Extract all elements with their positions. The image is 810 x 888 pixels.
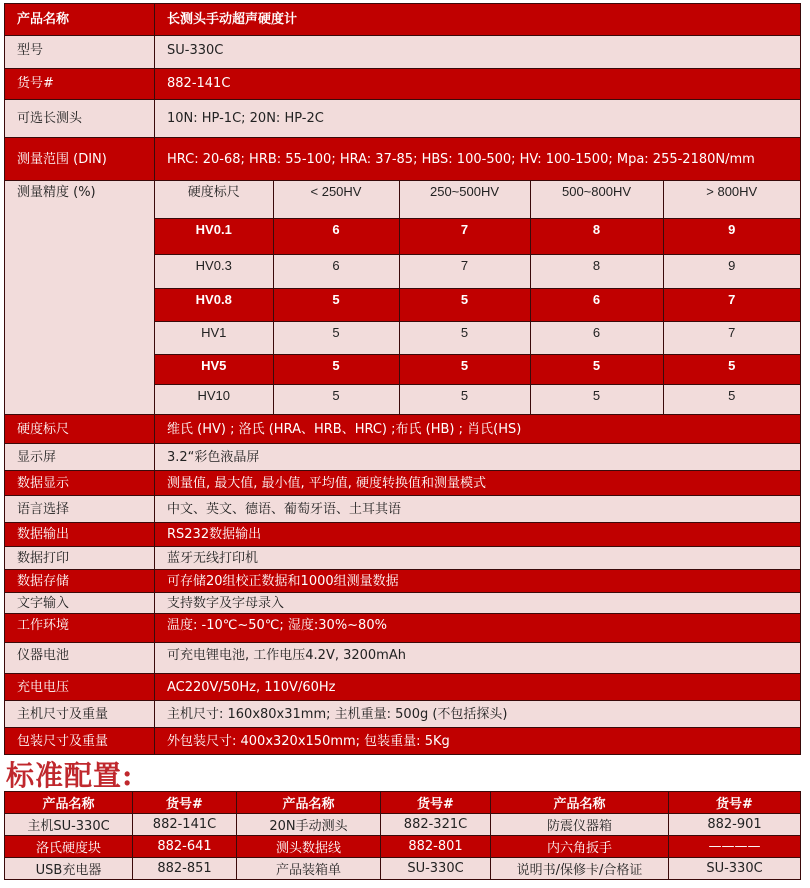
spec-label: 硬度标尺	[5, 415, 155, 444]
accuracy-scale: HV1	[155, 321, 273, 354]
config-cell: 防震仪器箱	[491, 814, 669, 836]
spec-value: AC220V/50Hz, 110V/60Hz	[155, 674, 801, 701]
accuracy-row	[155, 288, 800, 321]
config-header: 产品名称	[491, 792, 669, 814]
accuracy-value: 8	[530, 218, 663, 254]
accuracy-value: 5	[399, 354, 530, 384]
config-cell: 内六角扳手	[491, 836, 669, 858]
config-cell: 882-851	[133, 858, 237, 880]
spec-label: 数据显示	[5, 471, 155, 496]
accuracy-value: 7	[663, 321, 800, 354]
spec-row	[5, 728, 801, 755]
spec-value: 温度: -10℃~50℃; 湿度:30%~80%	[155, 614, 801, 643]
accuracy-value: 5	[530, 384, 663, 414]
accuracy-header: 500~800HV	[530, 181, 663, 218]
spec-row	[5, 547, 801, 570]
spec-value: 长测头手动超声硬度计	[155, 4, 801, 36]
spec-row-title	[5, 4, 801, 36]
spec-label: 工作环境	[5, 614, 155, 643]
spec-row	[5, 570, 801, 593]
accuracy-cell	[155, 181, 801, 415]
accuracy-header: > 800HV	[663, 181, 800, 218]
config-cell: 882-141C	[133, 814, 237, 836]
spec-row	[5, 496, 801, 523]
standard-config-heading: 标准配置:	[6, 759, 134, 792]
spec-row	[5, 593, 801, 614]
accuracy-scale: HV0.8	[155, 288, 273, 321]
spec-row	[5, 701, 801, 728]
accuracy-value: 7	[399, 218, 530, 254]
spec-row-item-no	[5, 69, 801, 100]
accuracy-value: 6	[530, 288, 663, 321]
spec-row-model	[5, 36, 801, 69]
config-cell: 882-901	[669, 814, 801, 836]
config-cell: 测头数据线	[237, 836, 381, 858]
spec-value: 蓝牙无线打印机	[155, 547, 801, 570]
config-header: 货号#	[133, 792, 237, 814]
spec-label: 测量范围 (DIN)	[5, 138, 155, 181]
spec-row	[5, 614, 801, 643]
spec-value: HRC: 20-68; HRB: 55-100; HRA: 37-85; HBS: 100-500; HV: 100-1500; Mpa: 255-2180N/mm	[155, 138, 801, 181]
accuracy-header: < 250HV	[273, 181, 399, 218]
config-cell: 20N手动测头	[237, 814, 381, 836]
accuracy-value: 5	[530, 354, 663, 384]
spec-table	[4, 3, 801, 755]
accuracy-value: 5	[273, 288, 399, 321]
spec-value: RS232数据输出	[155, 523, 801, 547]
accuracy-header: 硬度标尺	[155, 181, 273, 218]
spec-row-accuracy	[5, 181, 801, 415]
config-header-row	[5, 792, 801, 814]
spec-row	[5, 444, 801, 471]
accuracy-row	[155, 254, 800, 288]
accuracy-row	[155, 354, 800, 384]
config-cell: 主机SU-330C	[5, 814, 133, 836]
accuracy-row	[155, 384, 800, 414]
spec-label: 货号#	[5, 69, 155, 100]
spec-row	[5, 471, 801, 496]
accuracy-header: 250~500HV	[399, 181, 530, 218]
config-cell: 882-801	[381, 836, 491, 858]
spec-label: 文字输入	[5, 593, 155, 614]
spec-label: 测量精度 (%)	[5, 181, 155, 415]
config-header: 产品名称	[5, 792, 133, 814]
accuracy-value: 5	[273, 384, 399, 414]
config-cell: SU-330C	[669, 858, 801, 880]
spec-row	[5, 643, 801, 674]
spec-value: 维氏 (HV) ; 洛氏 (HRA、HRB、HRC) ;布氏 (HB) ; 肖氏(HS)	[155, 415, 801, 444]
accuracy-value: 5	[663, 354, 800, 384]
standard-config-table	[4, 791, 801, 880]
spec-value: 测量值, 最大值, 最小值, 平均值, 硬度转换值和测量模式	[155, 471, 801, 496]
spec-value: 可充电锂电池, 工作电压4.2V, 3200mAh	[155, 643, 801, 674]
spec-value: 主机尺寸: 160x80x31mm; 主机重量: 500g (不包括探头)	[155, 701, 801, 728]
spec-row	[5, 415, 801, 444]
config-row	[5, 814, 801, 836]
accuracy-table	[155, 181, 800, 414]
config-cell: 洛氏硬度块	[5, 836, 133, 858]
accuracy-header-row	[155, 181, 800, 218]
spec-label: 产品名称	[5, 4, 155, 36]
accuracy-scale: HV0.1	[155, 218, 273, 254]
config-row	[5, 858, 801, 880]
config-cell: 882-321C	[381, 814, 491, 836]
spec-label: 仪器电池	[5, 643, 155, 674]
accuracy-value: 5	[399, 288, 530, 321]
accuracy-value: 5	[273, 321, 399, 354]
accuracy-value: 9	[663, 218, 800, 254]
config-cell: USB充电器	[5, 858, 133, 880]
spec-label: 充电电压	[5, 674, 155, 701]
accuracy-value: 6	[530, 321, 663, 354]
accuracy-value: 7	[399, 254, 530, 288]
config-header: 货号#	[669, 792, 801, 814]
accuracy-value: 6	[273, 254, 399, 288]
accuracy-value: 8	[530, 254, 663, 288]
config-header: 货号#	[381, 792, 491, 814]
accuracy-row	[155, 218, 800, 254]
spec-row	[5, 523, 801, 547]
spec-label: 显示屏	[5, 444, 155, 471]
spec-value: 882-141C	[155, 69, 801, 100]
accuracy-value: 5	[663, 384, 800, 414]
spec-value: 可存储20组校正数据和1000组测量数据	[155, 570, 801, 593]
accuracy-value: 5	[399, 321, 530, 354]
spec-row	[5, 674, 801, 701]
spec-label: 包装尺寸及重量	[5, 728, 155, 755]
spec-label: 语言选择	[5, 496, 155, 523]
spec-row-probe	[5, 100, 801, 138]
spec-label: 主机尺寸及重量	[5, 701, 155, 728]
spec-label: 型号	[5, 36, 155, 69]
accuracy-value: 7	[663, 288, 800, 321]
config-cell: 882-641	[133, 836, 237, 858]
accuracy-scale: HV5	[155, 354, 273, 384]
accuracy-value: 5	[273, 354, 399, 384]
spec-value: SU-330C	[155, 36, 801, 69]
spec-label: 数据存储	[5, 570, 155, 593]
config-cell: SU-330C	[381, 858, 491, 880]
config-cell: 产品装箱单	[237, 858, 381, 880]
accuracy-value: 9	[663, 254, 800, 288]
accuracy-scale: HV0.3	[155, 254, 273, 288]
config-cell: ————	[669, 836, 801, 858]
spec-value: 中文、英文、德语、葡萄牙语、土耳其语	[155, 496, 801, 523]
config-header: 产品名称	[237, 792, 381, 814]
spec-row-range	[5, 138, 801, 181]
config-cell: 说明书/保修卡/合格证	[491, 858, 669, 880]
spec-label: 可选长测头	[5, 100, 155, 138]
spec-value: 外包装尺寸: 400x320x150mm; 包装重量: 5Kg	[155, 728, 801, 755]
accuracy-value: 5	[399, 384, 530, 414]
spec-label: 数据打印	[5, 547, 155, 570]
accuracy-row	[155, 321, 800, 354]
accuracy-scale: HV10	[155, 384, 273, 414]
spec-value: 3.2“彩色液晶屏	[155, 444, 801, 471]
spec-value: 10N: HP-1C; 20N: HP-2C	[155, 100, 801, 138]
spec-value: 支持数字及字母录入	[155, 593, 801, 614]
accuracy-value: 6	[273, 218, 399, 254]
config-row	[5, 836, 801, 858]
spec-label: 数据输出	[5, 523, 155, 547]
